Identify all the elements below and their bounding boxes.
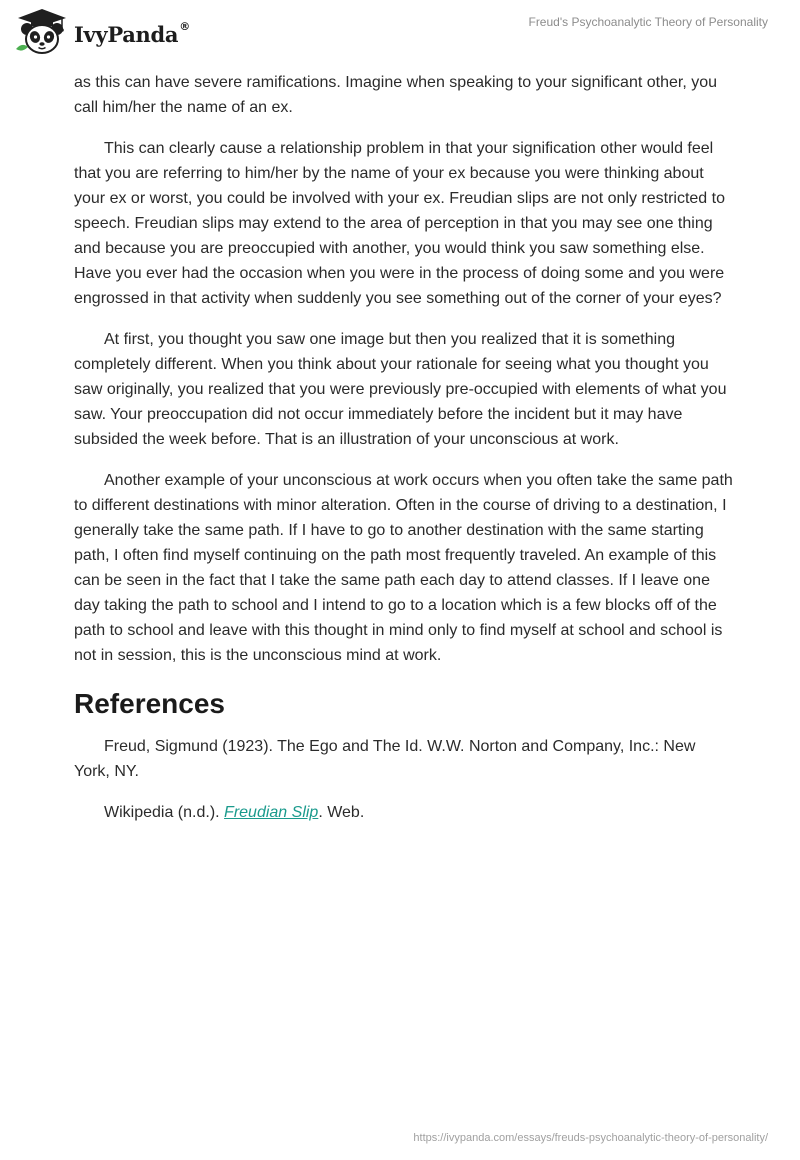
paragraph-continued: as this can have severe ramifications. Imagine when speaking to your significant other, you call him/her the name of an ex.	[74, 74, 718, 116]
paragraph: This can clearly cause a relationship problem in that your signification other would feel that you are referring to him/her by the name of your ex because you were thinking about your ex or worst, you could be involved with your ex. Freudian slips are not only restricted to speech. Freudian slips may extend to the area of perception in that you may see one thing and because you are preoccupied with another, you would think you saw something else. Have you ever had the occasion when you were in the process of doing some and you were engrossed in that activity when suddenly you see something out of the corner of your eyes?	[74, 140, 725, 307]
logo-registered-mark: ®	[179, 19, 190, 33]
reference-suffix: . Web.	[318, 804, 365, 821]
references-heading: References	[74, 688, 225, 719]
panda-graduation-cap-icon	[16, 9, 68, 55]
logo[interactable]	[16, 9, 190, 55]
reference-item	[74, 800, 734, 825]
document-title: Freud's Psychoanalytic Theory of Personality	[528, 15, 768, 29]
reference-prefix: Wikipedia (n.d.).	[104, 804, 225, 821]
paragraph: At first, you thought you saw one image but then you realized that it is something completely different. When you think about your rationale for seeing what you thought you saw originally, you realized that you were previously pre-occupied with elements of what you saw. Your preoccupation did not occur immediately before the incident but it may have subsided the week before. That is an illustration of your unconscious at work.	[74, 331, 727, 448]
logo-text	[74, 19, 190, 47]
paragraph: Another example of your unconscious at work occurs when you often take the same path to different destinations with minor alteration. Often in the course of driving to a destination, I generally take the same path. If I have to go to another destination with the same starting path, I often find myself continuing on the path most frequently traveled. An example of this can be seen in the fact that I take the same path each day to attend classes. If I leave one day taking the path to school and I intend to go to a location which is a few blocks off of the path to school and leave with this thought in mind only to find myself at school and school is not in session, this is the unconscious mind at work.	[74, 472, 733, 664]
logo-wordmark: IvyPanda	[74, 21, 179, 47]
freudian-slip-link[interactable]: Freudian Slip	[224, 804, 319, 821]
essay-content	[74, 70, 734, 841]
reference-item: Freud, Sigmund (1923). The Ego and The Id. W.W. Norton and Company, Inc.: New York, NY.	[74, 738, 696, 780]
page-header	[0, 0, 800, 66]
footer-url[interactable]: https://ivypanda.com/essays/freuds-psychoanalytic-theory-of-personality/	[413, 1132, 768, 1144]
